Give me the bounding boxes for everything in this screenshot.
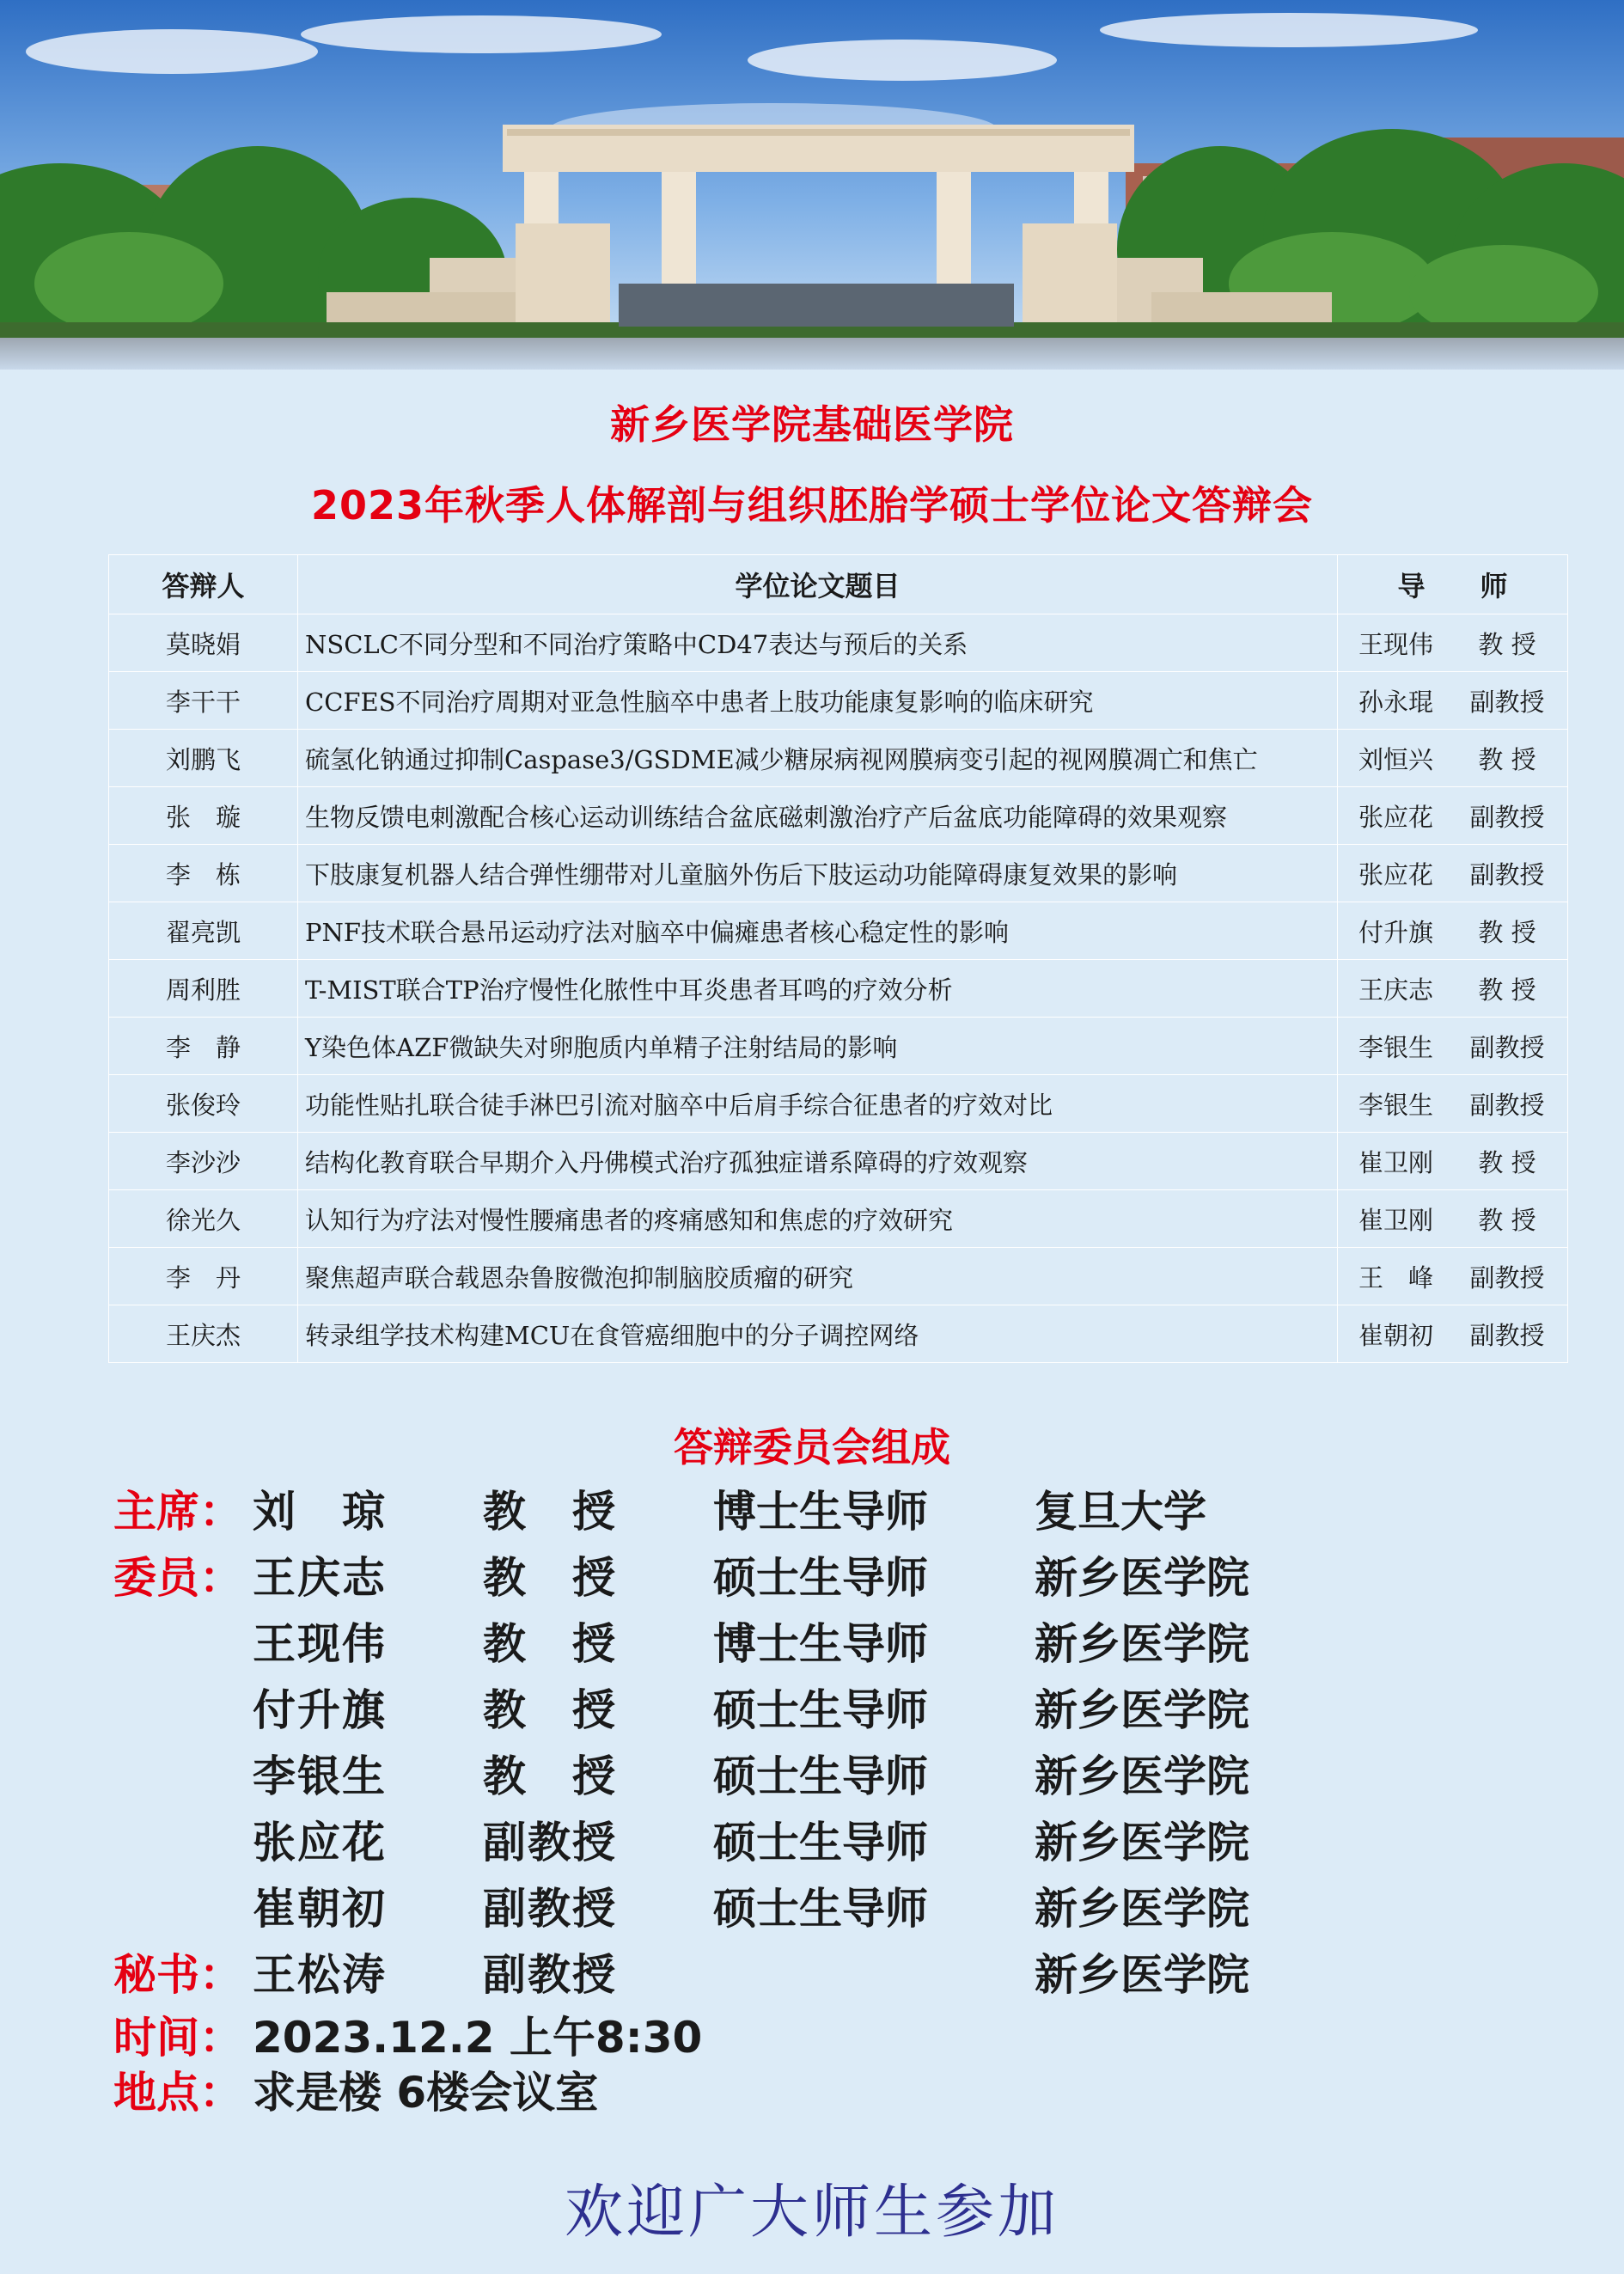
advisor-name: 付升旗 (1358, 917, 1434, 947)
member-org: 新乡医学院 (1035, 1751, 1249, 1801)
member-name: 王松涛 (253, 1950, 387, 2000)
advisor-name: 孙永琨 (1358, 687, 1434, 717)
advisor-cell (1338, 672, 1568, 730)
advisor-title: 教 授 (1478, 744, 1536, 774)
advisor-title: 教 授 (1478, 629, 1536, 659)
header-thesis-topic: 学位论文题目 (298, 555, 1338, 614)
defender-name: 李 栋 (109, 845, 298, 902)
member-degree: 硕士生导师 (713, 1685, 928, 1735)
committee-member-row (0, 1617, 1624, 1671)
defender-name: 刘鹏飞 (109, 730, 298, 787)
thesis-topic: NSCLC不同分型和不同治疗策略中CD47表达与预后的关系 (298, 614, 1338, 672)
committee-member-row (0, 1882, 1624, 1935)
table-row (109, 1075, 1568, 1133)
committee-member-row (0, 1948, 1624, 2002)
page-title: 新乡医学院基础医学院 (610, 401, 1014, 448)
thesis-topic: PNF技术联合悬吊运动疗法对脑卒中偏瘫患者核心稳定性的影响 (298, 902, 1338, 960)
member-role: 主席： (113, 1487, 242, 1537)
advisor-title: 副教授 (1469, 687, 1545, 717)
advisor-name: 崔朝初 (1358, 1320, 1434, 1350)
advisor-cell (1338, 1305, 1568, 1363)
thesis-topic: 聚焦超声联合载恩杂鲁胺微泡抑制脑胶质瘤的研究 (298, 1248, 1338, 1305)
welcome-message: 欢迎广大师生参加 (564, 2179, 1059, 2246)
table-row (109, 672, 1568, 730)
member-degree: 博士生导师 (713, 1487, 928, 1537)
advisor-cell (1338, 730, 1568, 787)
table-row (109, 1133, 1568, 1190)
advisor-name: 刘恒兴 (1358, 744, 1434, 774)
defender-name: 张俊玲 (109, 1075, 298, 1133)
member-title: 教 授 (483, 1487, 617, 1537)
advisor-cell (1338, 845, 1568, 902)
advisor-title: 副教授 (1469, 1320, 1545, 1350)
advisor-title: 教 授 (1478, 917, 1536, 947)
table-row (109, 902, 1568, 960)
advisor-title: 副教授 (1469, 1090, 1545, 1120)
table-row (109, 1305, 1568, 1363)
table-row (109, 845, 1568, 902)
defender-name: 徐光久 (109, 1190, 298, 1248)
table-row (109, 960, 1568, 1018)
member-name: 付升旗 (253, 1685, 387, 1735)
header-advisor: 导 师 (1338, 555, 1568, 614)
table-header-row (109, 555, 1568, 614)
place-value: 求是楼 6楼会议室 (253, 2068, 599, 2118)
member-title: 教 授 (483, 1685, 617, 1735)
advisor-name: 张应花 (1358, 859, 1434, 889)
member-role: 委员： (113, 1553, 242, 1603)
member-name: 崔朝初 (253, 1884, 387, 1934)
member-org: 复旦大学 (1035, 1487, 1206, 1537)
advisor-title: 副教授 (1469, 1262, 1545, 1293)
member-title: 副教授 (483, 1884, 617, 1934)
member-degree: 博士生导师 (713, 1619, 928, 1669)
advisor-title: 副教授 (1469, 859, 1545, 889)
committee-member-row (0, 1816, 1624, 1869)
advisor-name: 王现伟 (1358, 629, 1434, 659)
thesis-topic: Y染色体AZF微缺失对卵胞质内单精子注射结局的影响 (298, 1018, 1338, 1075)
thesis-topic: 认知行为疗法对慢性腰痛患者的疼痛感知和焦虑的疗效研究 (298, 1190, 1338, 1248)
member-title: 教 授 (483, 1751, 617, 1801)
thesis-topic: T-MIST联合TP治疗慢性化脓性中耳炎患者耳鸣的疗效分析 (298, 960, 1338, 1018)
thesis-topic: 功能性贴扎联合徒手淋巴引流对脑卒中后肩手综合征患者的疗效对比 (298, 1075, 1338, 1133)
advisor-cell (1338, 1075, 1568, 1133)
defender-name: 莫晓娟 (109, 614, 298, 672)
member-org: 新乡医学院 (1035, 1553, 1249, 1603)
member-role: 秘书： (113, 1950, 242, 2000)
member-org: 新乡医学院 (1035, 1619, 1249, 1669)
advisor-cell (1338, 902, 1568, 960)
page-subtitle: 2023年秋季人体解剖与组织胚胎学硕士学位论文答辩会 (310, 482, 1314, 529)
member-title: 副教授 (483, 1950, 617, 2000)
member-degree: 硕士生导师 (713, 1751, 928, 1801)
campus-gate-banner (0, 0, 1624, 370)
defender-name: 张 璇 (109, 787, 298, 845)
advisor-name: 李银生 (1358, 1032, 1434, 1062)
advisor-cell (1338, 960, 1568, 1018)
thesis-topic: 硫氢化钠通过抑制Caspase3/GSDME减少糖尿病视网膜病变引起的视网膜凋亡和焦亡 (298, 730, 1338, 787)
table-row (109, 1018, 1568, 1075)
thesis-topic: 转录组学技术构建MCU在食管癌细胞中的分子调控网络 (298, 1305, 1338, 1363)
time-label: 时间： (113, 2013, 242, 2063)
advisor-name: 王庆志 (1358, 975, 1434, 1005)
advisor-name: 崔卫刚 (1358, 1147, 1434, 1177)
advisor-title: 副教授 (1469, 802, 1545, 832)
advisor-cell (1338, 1190, 1568, 1248)
advisor-name: 崔卫刚 (1358, 1205, 1434, 1235)
advisor-name: 王 峰 (1358, 1262, 1434, 1293)
advisor-title: 教 授 (1478, 1147, 1536, 1177)
committee-member-row (0, 1684, 1624, 1737)
member-org: 新乡医学院 (1035, 1818, 1249, 1867)
committee-member-row (0, 1551, 1624, 1605)
defender-name: 李 丹 (109, 1248, 298, 1305)
defender-name: 李干干 (109, 672, 298, 730)
place-row (0, 2066, 1624, 2119)
table-row (109, 614, 1568, 672)
advisor-cell (1338, 1133, 1568, 1190)
advisor-cell (1338, 1248, 1568, 1305)
defender-name: 李 静 (109, 1018, 298, 1075)
time-row (0, 2011, 1624, 2064)
table-row (109, 730, 1568, 787)
advisor-cell (1338, 787, 1568, 845)
defense-schedule-table (108, 554, 1568, 1363)
member-name: 刘 琼 (253, 1487, 387, 1537)
thesis-topic: 生物反馈电刺激配合核心运动训练结合盆底磁刺激治疗产后盆底功能障碍的效果观察 (298, 787, 1338, 845)
table-row (109, 1190, 1568, 1248)
advisor-name: 李银生 (1358, 1090, 1434, 1120)
member-name: 李银生 (253, 1751, 387, 1801)
member-org: 新乡医学院 (1035, 1950, 1249, 2000)
header-defender: 答辩人 (109, 555, 298, 614)
advisor-title: 教 授 (1478, 1205, 1536, 1235)
advisor-name: 张应花 (1358, 802, 1434, 832)
member-name: 王庆志 (253, 1553, 387, 1603)
campus-gate-illustration (0, 0, 1624, 370)
advisor-cell (1338, 1018, 1568, 1075)
member-degree: 硕士生导师 (713, 1553, 928, 1603)
advisor-title: 教 授 (1478, 975, 1536, 1005)
table-row (109, 1248, 1568, 1305)
defender-name: 周利胜 (109, 960, 298, 1018)
member-org: 新乡医学院 (1035, 1884, 1249, 1934)
member-org: 新乡医学院 (1035, 1685, 1249, 1735)
table-row (109, 787, 1568, 845)
committee-member-row (0, 1750, 1624, 1803)
member-title: 教 授 (483, 1553, 617, 1603)
advisor-cell (1338, 614, 1568, 672)
advisor-title: 副教授 (1469, 1032, 1545, 1062)
member-title: 副教授 (483, 1818, 617, 1867)
member-degree: 硕士生导师 (713, 1818, 928, 1867)
member-title: 教 授 (483, 1619, 617, 1669)
place-label: 地点： (113, 2068, 242, 2118)
committee-heading: 答辩委员会组成 (674, 1424, 950, 1470)
defender-name: 王庆杰 (109, 1305, 298, 1363)
defender-name: 翟亮凯 (109, 902, 298, 960)
time-value: 2023.12.2 上午8:30 (253, 2013, 703, 2063)
thesis-topic: CCFES不同治疗周期对亚急性脑卒中患者上肢功能康复影响的临床研究 (298, 672, 1338, 730)
defender-name: 李沙沙 (109, 1133, 298, 1190)
thesis-topic: 下肢康复机器人结合弹性绷带对儿童脑外伤后下肢运动功能障碍康复效果的影响 (298, 845, 1338, 902)
member-degree: 硕士生导师 (713, 1884, 928, 1934)
thesis-topic: 结构化教育联合早期介入丹佛模式治疗孤独症谱系障碍的疗效观察 (298, 1133, 1338, 1190)
member-name: 张应花 (253, 1818, 387, 1867)
member-name: 王现伟 (253, 1619, 387, 1669)
committee-member-row (0, 1485, 1624, 1538)
